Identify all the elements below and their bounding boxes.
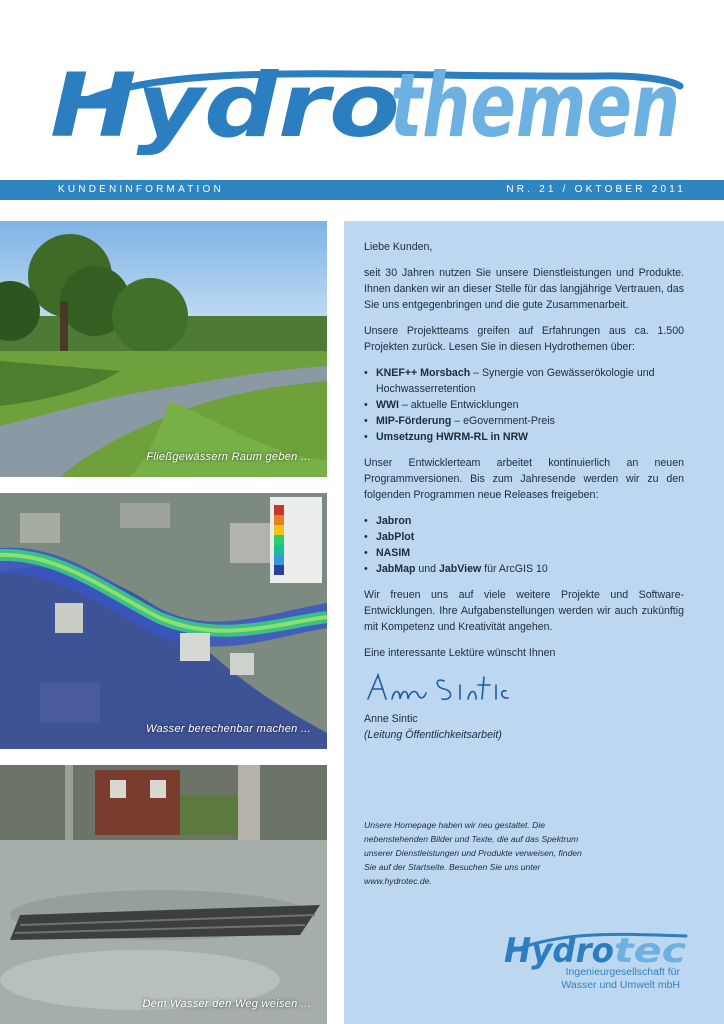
homepage-note: Unsere Homepage haben wir neu gestaltet. Die nebenstehenden Bilder und Texte, die auf das Spektrum unserer Dienstleistungen und Produkte verweisen, finden Sie auf der Startseite. Besuchen Sie uns unter www.hydrotec.de.: [364, 820, 582, 886]
svg-text:Hydro: Hydro: [50, 54, 400, 157]
list-item: [364, 429, 684, 445]
simulation-photo-caption: Wasser berechenbar machen ...: [145, 723, 311, 735]
drain-photo-caption: Dem Wasser den Weg weisen ...: [142, 998, 311, 1010]
list-item: [364, 397, 684, 413]
topic-text: – eGovernment-Preis: [451, 415, 555, 427]
header-issue-label: NR. 21 / OKTOBER 2011: [506, 184, 686, 195]
drain-photo: [0, 765, 327, 1024]
program-suffix: für ArcGIS 10: [481, 563, 548, 575]
svg-text:tec: tec: [614, 931, 686, 971]
handwritten-signature: [364, 671, 514, 705]
company-tagline: [561, 966, 680, 992]
topics-list: [364, 365, 684, 445]
letter-greeting: Liebe Kunden,: [364, 241, 433, 253]
programs-list: [364, 513, 684, 577]
list-item: [364, 545, 684, 561]
editorial-letter: [364, 239, 684, 753]
letter-paragraph-3: Unser Entwicklerteam arbeitet kontinuierlich an neuen Programmversionen. Bis zum Jahresende werden wir zu den folgenden Programmen neue Releases freigeben:: [364, 457, 684, 501]
topic-title: Umsetzung HWRM-RL in NRW: [376, 431, 529, 443]
topic-text: – aktuelle Entwicklungen: [398, 399, 519, 411]
list-item: [364, 529, 684, 545]
program-name: JabMap: [376, 563, 416, 575]
company-tagline-line-1: Ingenieurgesellschaft für: [565, 966, 680, 978]
letter-paragraph-5: Eine interessante Lektüre wünscht Ihnen: [364, 647, 556, 659]
river-photo-caption: Fließgewässern Raum geben ...: [146, 451, 311, 463]
river-photo: [0, 221, 327, 477]
topic-title: KNEF++ Morsbach: [376, 367, 471, 379]
topic-title: MIP-Förderung: [376, 415, 452, 427]
program-name: Jabron: [376, 515, 412, 527]
program-connector: und: [415, 563, 440, 575]
author-role: (Leitung Öffentlichkeitsarbeit): [364, 729, 502, 741]
header-bar: [0, 180, 724, 200]
program-name: NASIM: [376, 547, 411, 559]
list-item: [364, 413, 684, 429]
list-item: [364, 561, 684, 577]
letter-paragraph-1: seit 30 Jahren nutzen Sie unsere Dienstleistungen und Produkte. Ihnen danken wir an dieser Stelle für das langjährige Vertrauen, das Sie uns entgegenbringen und die gute Zusammenarbeit.: [364, 267, 684, 311]
svg-text:themen: themen: [390, 54, 680, 157]
list-item: [364, 365, 684, 397]
topic-title: WWI: [376, 399, 399, 411]
list-item: [364, 513, 684, 529]
topic-text: – Synergie von Gewässerökologie und Hochwasserretention: [376, 367, 655, 395]
program-name: JabView: [439, 563, 482, 575]
header-left-label: KUNDENINFORMATION: [58, 184, 224, 195]
letter-paragraph-4: Wir freuen uns auf viele weitere Projekte und Software-Entwicklungen. Ihre Aufgabenstellungen werden wir auch zukünftig mit Kompetenz und Kreativität angehen.: [364, 589, 684, 633]
letter-paragraph-2: Unsere Projektteams greifen auf Erfahrungen aus ca. 1.500 Projekten zurück. Lesen Sie in diesen Hydrothemen über:: [364, 325, 684, 353]
author-name: Anne Sintic: [364, 713, 418, 725]
flow-simulation-map: [0, 493, 327, 749]
company-tagline-line-2: Wasser und Umwelt mbH: [561, 979, 680, 991]
program-name: JabPlot: [376, 531, 415, 543]
svg-text:Hydro: Hydro: [504, 931, 614, 971]
hydrothemen-logo: [40, 38, 690, 168]
